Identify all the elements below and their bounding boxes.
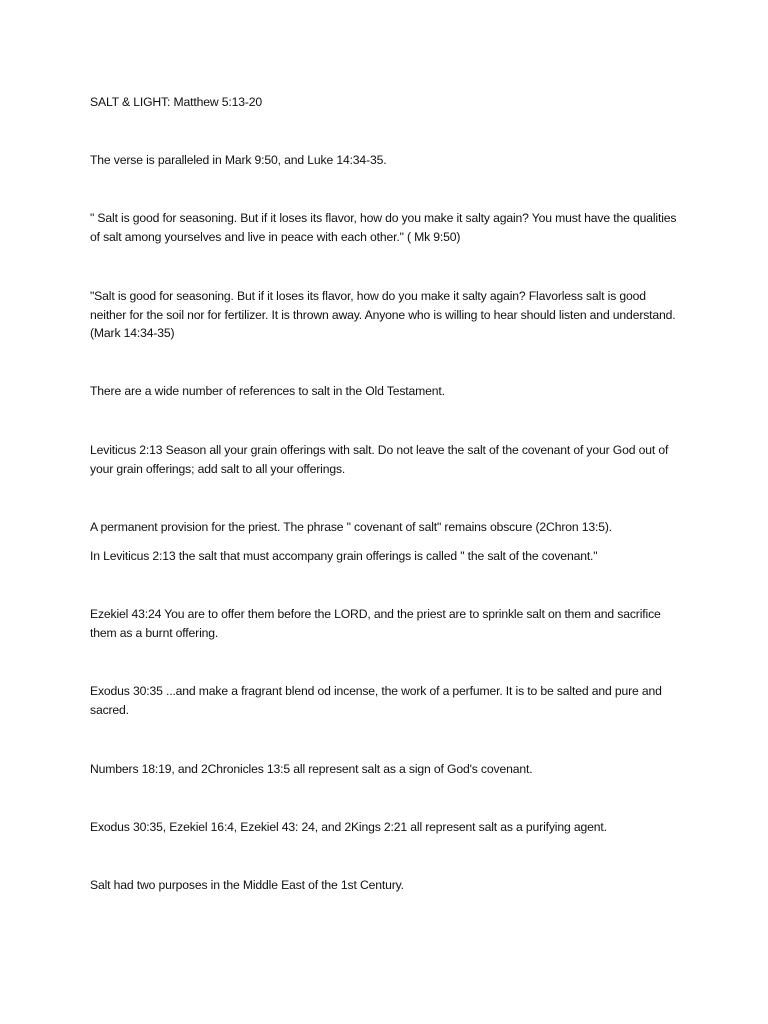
paragraph-covenant-sign: Numbers 18:19, and 2Chronicles 13:5 all represent salt as a sign of God's covenant. xyxy=(90,762,533,776)
paragraph-leviticus: Leviticus 2:13 Season all your grain offerings with salt. Do not leave the salt of the covenant of your God out of your grain offerings; add salt to all your offerings. xyxy=(90,443,669,476)
paragraph-permanent-provision: A permanent provision for the priest. The phrase " covenant of salt" remains obscure (2Chron 13:5). xyxy=(90,520,612,534)
paragraph-two-purposes: Salt had two purposes in the Middle East of the 1st Century. xyxy=(90,878,404,892)
paragraph-luke-quote: "Salt is good for seasoning. But if it loses its flavor, how do you make it salty again? Flavorless salt is good neither for the soil nor for fertilizer. It is thrown away. Anyone who is willing to hear should listen and understand. (Mark 14:34-35) xyxy=(90,289,676,340)
paragraph-exodus: Exodus 30:35 ...and make a fragrant blend od incense, the work of a perfumer. It is to be salted and pure and sacred. xyxy=(90,684,662,717)
paragraph-mark-quote: " Salt is good for seasoning. But if it loses its flavor, how do you make it salty again? You must have the qualities of salt among yourselves and live in peace with each other." ( Mk 9:50) xyxy=(90,211,677,244)
paragraph-ezekiel: Ezekiel 43:24 You are to offer them before the LORD, and the priest are to sprinkle salt on them and sacrifice them as a burnt offering. xyxy=(90,607,661,640)
paragraph-ot-references: There are a wide number of references to salt in the Old Testament. xyxy=(90,384,445,398)
paragraph-purifying-agent: Exodus 30:35, Ezekiel 16:4, Ezekiel 43: 24, and 2Kings 2:21 all represent salt as a purifying agent. xyxy=(90,820,607,834)
paragraph-leviticus-covenant: In Leviticus 2:13 the salt that must accompany grain offerings is called " the salt of the covenant." xyxy=(90,549,598,563)
document-title: SALT & LIGHT: Matthew 5:13-20 xyxy=(90,95,262,109)
paragraph-parallels: The verse is paralleled in Mark 9:50, and Luke 14:34-35. xyxy=(90,153,387,167)
